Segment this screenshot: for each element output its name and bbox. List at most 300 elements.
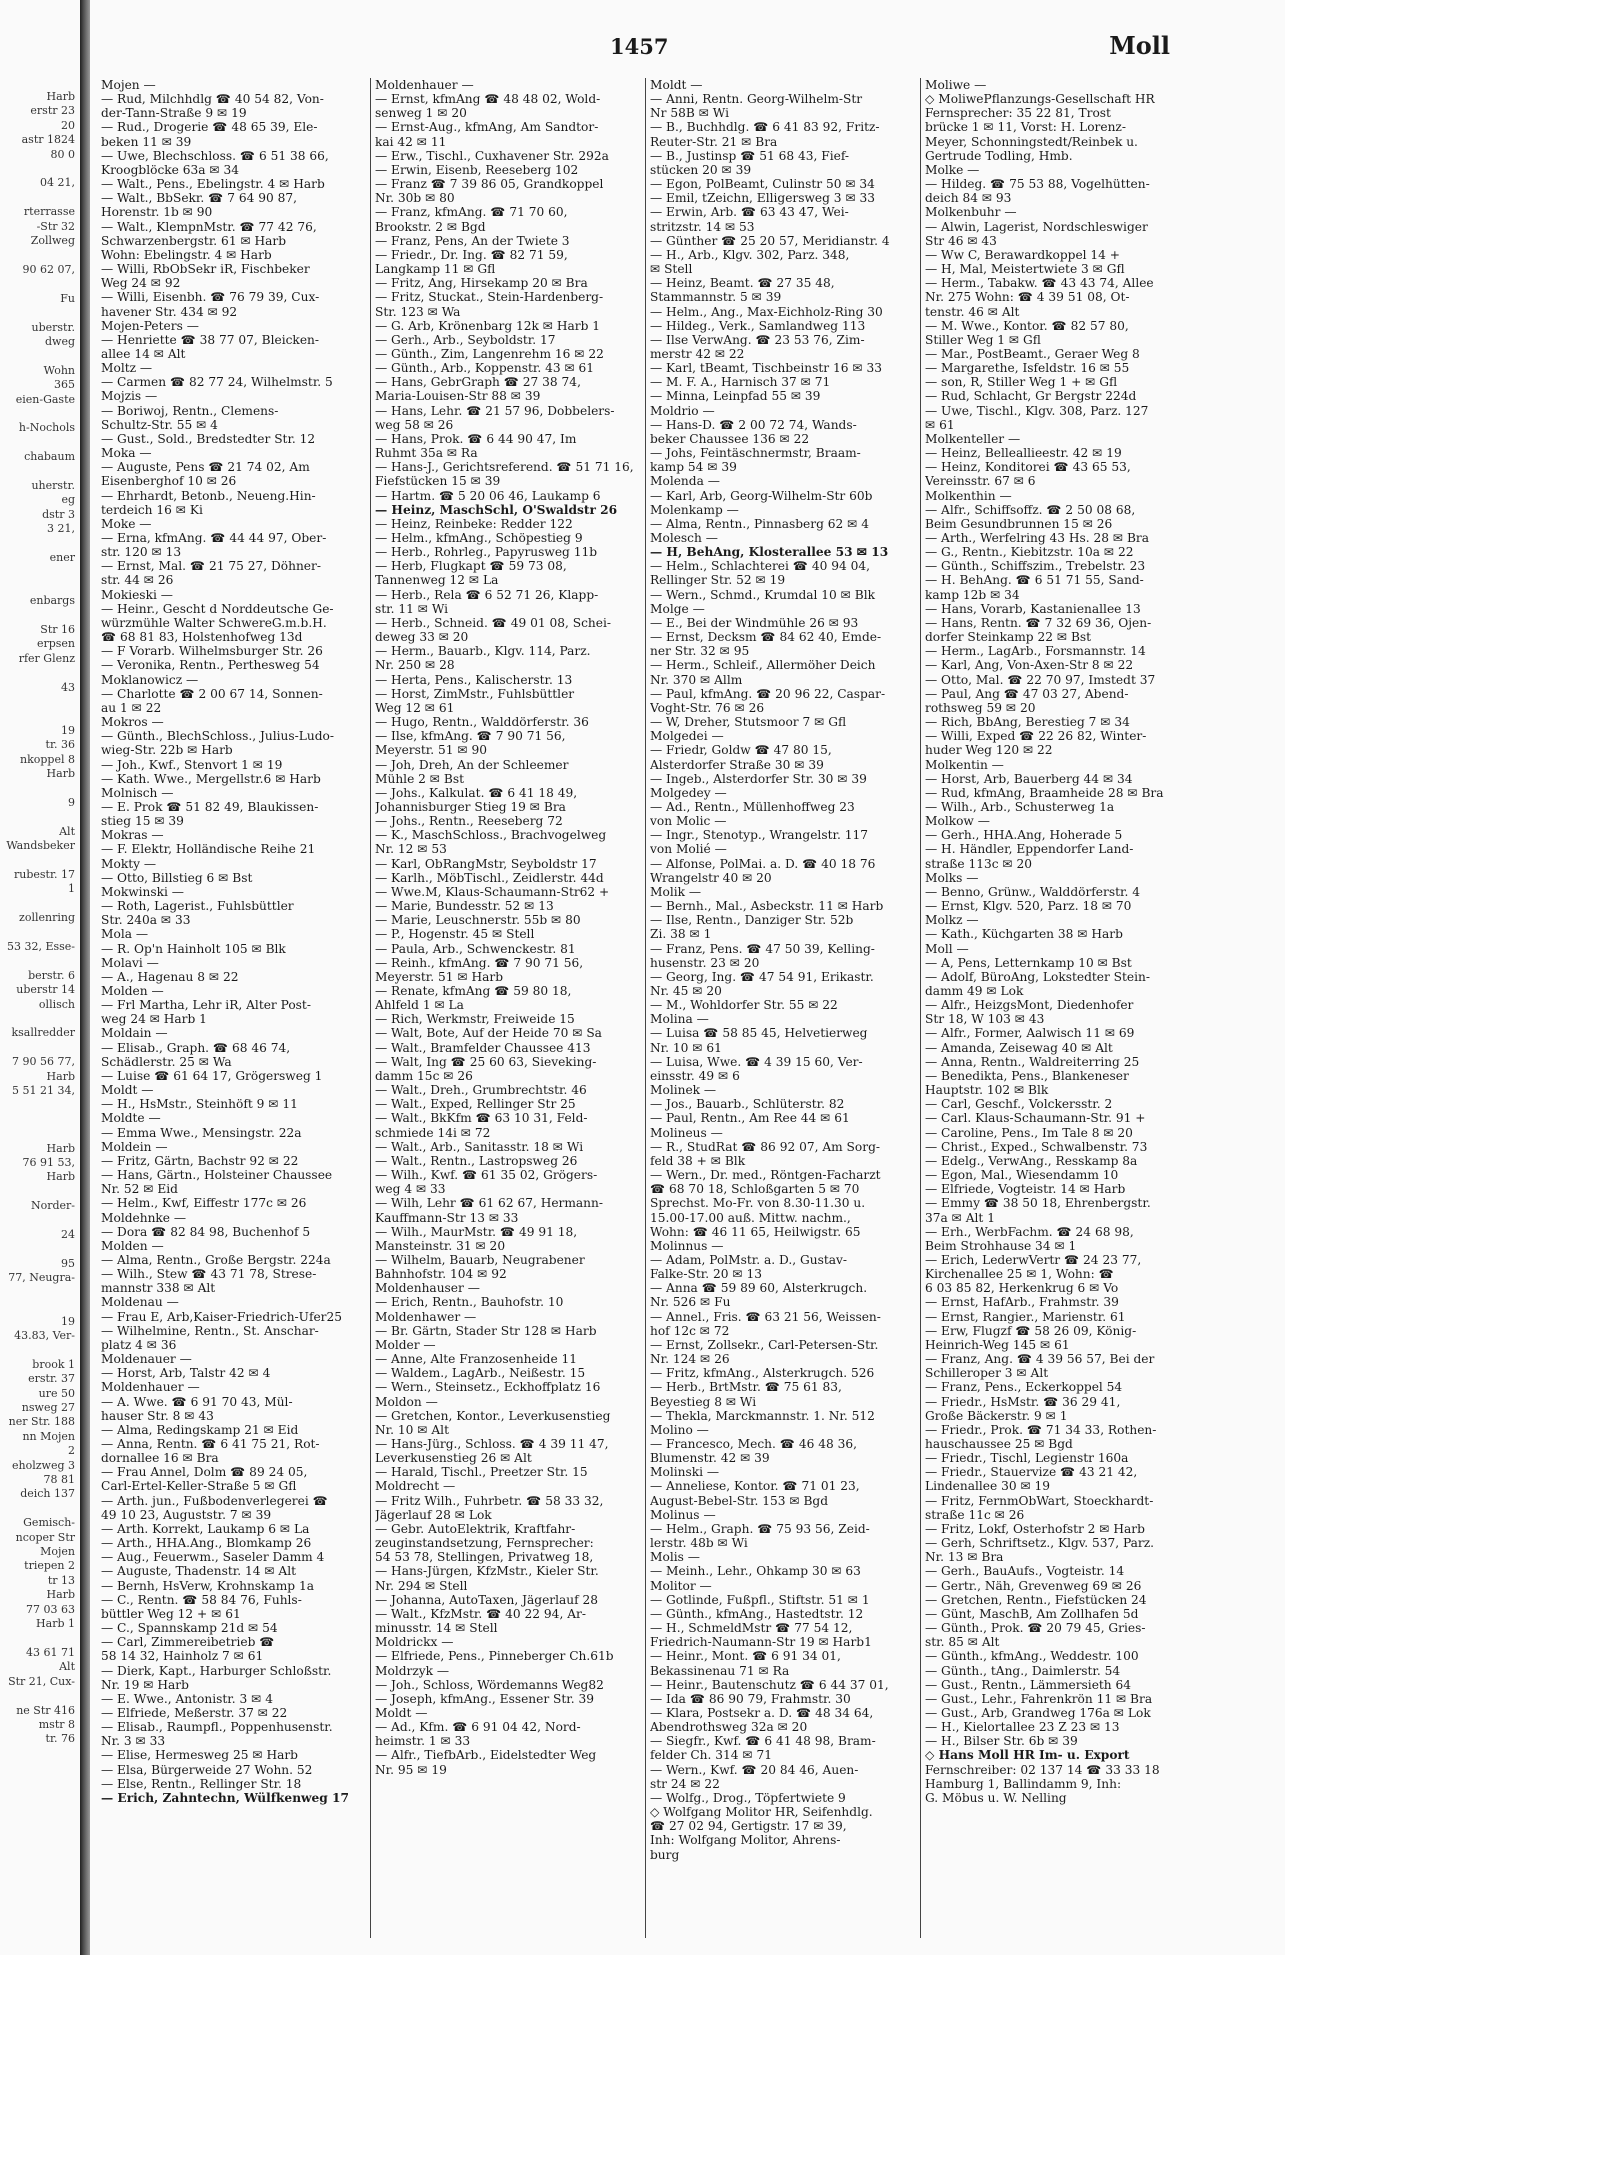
directory-line: deich 84 ✉ 93 (925, 191, 1012, 206)
directory-line: — Egon, PolBeamt, Culinstr 50 ✉ 34 (650, 177, 875, 192)
directory-line: — Auguste, Pens ☎ 21 74 02, Am (101, 460, 310, 475)
directory-line: feld 38 + ✉ Blk (650, 1153, 746, 1168)
directory-line: — H., SchmeldMstr ☎ 77 54 12, (650, 1621, 853, 1636)
fragment-line: deich 137 (20, 1487, 75, 1501)
directory-line: — Gretchen, Kontor., Leverkusenstieg (375, 1408, 611, 1423)
fragment-line: eholzweg 3 (12, 1458, 75, 1472)
directory-column-1 (101, 78, 371, 1938)
directory-line: Alsterdorfer Straße 30 ✉ 39 (650, 757, 824, 772)
directory-line: Moldenhawer — (375, 1309, 477, 1324)
directory-line: — M. Wwe., Kontor. ☎ 82 57 80, (925, 318, 1129, 333)
directory-line: Moldrickx — (375, 1635, 454, 1650)
fragment-line: 76 91 53, (22, 1156, 75, 1170)
fragment-line: Harb (46, 1588, 75, 1602)
fragment-line: 77 03 63 (26, 1602, 75, 1616)
directory-line: Schultz-Str. 55 ✉ 4 (101, 417, 218, 432)
directory-line: — Wilhelmine, Rentn., St. Anschar- (101, 1323, 319, 1338)
fragment-line: nkoppel 8 (20, 752, 75, 766)
directory-line: — Hans, Rentn. ☎ 7 32 69 36, Ojen- (925, 615, 1152, 630)
fragment-line: ksallredder (11, 1026, 75, 1040)
directory-line: — Willi, Eisenbh. ☎ 76 79 39, Cux- (101, 290, 320, 305)
directory-line: Molke — (925, 162, 980, 177)
directory-line: — Karlh., MöbTischl., Zeidlerstr. 44d (375, 870, 604, 885)
fragment-line: eien-Gaste (15, 392, 75, 406)
directory-line: 58 14 32, Hainholz 7 ✉ 61 (101, 1649, 264, 1664)
directory-line: — Friedr, Goldw ☎ 47 80 15, (650, 743, 832, 758)
directory-line: Heinrich-Weg 145 ✉ 61 (925, 1337, 1070, 1352)
fragment-line: rubestr. 17 (14, 867, 75, 881)
directory-line: — B., Justinsp ☎ 51 68 43, Fief- (650, 148, 850, 163)
directory-line: — Gebr. AutoElektrik, Kraftfahr- (375, 1521, 576, 1536)
fragment-line (0, 695, 78, 709)
directory-line: — Francesco, Mech. ☎ 46 48 36, (650, 1437, 857, 1451)
directory-line: — Minna, Leinpfad 55 ✉ 39 (650, 389, 821, 404)
directory-line: Kirchenallee 25 ✉ 1, Wohn: ☎ (925, 1267, 1114, 1282)
fragment-line: astr 1824 (21, 133, 75, 147)
directory-line: — Erich, Zahntechn, Wülfkenweg 17 (101, 1790, 350, 1805)
directory-line: — Walt., KfzMstr. ☎ 40 22 94, Ar- (375, 1606, 586, 1621)
directory-line: Schilleroper 3 ✉ Alt (925, 1366, 1049, 1381)
fragment-line (0, 349, 78, 363)
directory-line: August-Bebel-Str. 153 ✉ Bgd (650, 1493, 829, 1508)
directory-line: — Paula, Arb., Schwenckestr. 81 (375, 941, 576, 956)
directory-line: — Carl, Zimmereibetrieb ☎ (101, 1635, 275, 1650)
directory-line: Molenkamp — (650, 502, 739, 517)
fragment-line (0, 1243, 78, 1257)
directory-line: Nr. 45 ✉ 20 (650, 984, 722, 998)
directory-line: — Walt., BkKfm ☎ 63 10 31, Feld- (375, 1111, 588, 1126)
fragment-line: uberstr 14 (16, 983, 75, 997)
directory-line: — Herb., Rohrleg., Papyrusweg 11b (375, 545, 598, 560)
directory-line: minusstr. 14 ✉ Stell (375, 1621, 498, 1636)
directory-line: Nr 58B ✉ Wi (650, 106, 729, 121)
directory-line: — Alfr., Former, Aalwisch 11 ✉ 69 (925, 1026, 1135, 1041)
directory-line: — Willi, Exped ☎ 22 26 82, Winter- (925, 729, 1147, 744)
previous-page-fragment (0, 0, 78, 1955)
fragment-line: zollenring (19, 911, 75, 925)
fragment-line (0, 277, 78, 291)
directory-line: straße 113c ✉ 20 (925, 856, 1033, 871)
directory-line: — Luisa ☎ 58 85 45, Helvetierweg (650, 1026, 868, 1041)
directory-line: — A., Hagenau 8 ✉ 22 (101, 969, 239, 984)
directory-line: Stammannstr. 5 ✉ 39 (650, 290, 782, 305)
directory-line: — Alfonse, PolMai. a. D. ☎ 40 18 76 (650, 856, 876, 871)
directory-line: — Ernst-Aug., kfmAng, Am Sandtor- (375, 120, 599, 135)
directory-line: Nr. 13 ✉ Bra (925, 1550, 1004, 1565)
directory-line: — Aug., Feuerwm., Saseler Damm 4 (101, 1550, 325, 1565)
directory-line: — Herb, Flugkapt ☎ 59 73 08, (375, 559, 567, 574)
fragment-line: uherstr. (31, 478, 75, 492)
directory-line: ◇ MoliwePflanzungs-Gesellschaft HR (925, 92, 1155, 107)
directory-line: von Molié — (650, 842, 727, 857)
fragment-line (0, 666, 78, 680)
directory-line: — Renate, kfmAng ☎ 59 80 18, (375, 984, 572, 998)
fragment-line (0, 926, 78, 940)
directory-line: — Uwe, Tischl., Klgv. 308, Parz. 127 (925, 403, 1149, 418)
directory-line: — Bernh, HsVerw, Krohnskamp 1a (101, 1578, 314, 1593)
directory-line: — E. Wwe., Antonistr. 3 ✉ 4 (101, 1691, 273, 1706)
fragment-line (0, 1343, 78, 1357)
fragment-line: Harb (46, 1069, 75, 1083)
directory-line: — Boriwoj, Rentn., Clemens- (101, 403, 279, 418)
directory-line: huder Weg 120 ✉ 22 (925, 743, 1053, 758)
directory-line: — E. Prok ☎ 51 82 49, Blaukissen- (101, 799, 319, 814)
fragment-line (0, 407, 78, 421)
directory-line: Mokros — (101, 715, 164, 730)
directory-line: — Hans-D. ☎ 2 00 72 74, Wands- (650, 417, 857, 432)
directory-line: Moldain — (101, 1026, 168, 1041)
directory-line: — Johs., Kalkulat. ☎ 6 41 18 49, (375, 785, 578, 800)
directory-line: zeuginstandsetzung, Fernsprecher: (375, 1536, 594, 1551)
directory-line: — Erh., WerbFachm. ☎ 24 68 98, (925, 1224, 1134, 1239)
directory-line: — Ernst, Mal. ☎ 21 75 27, Döhner- (101, 559, 321, 574)
directory-line: — Arth., Werfelring 43 Hs. 28 ✉ Bra (925, 531, 1150, 545)
directory-line: — Veronika, Rentn., Perthesweg 54 (101, 658, 320, 673)
directory-line: — R. Op'n Hainholt 105 ✉ Blk (101, 941, 286, 956)
page-number: 1457 (610, 34, 669, 59)
directory-line: — Günth., kfmAng., Weddestr. 100 (925, 1649, 1139, 1664)
directory-line: — Amanda, Zeisewag 40 ✉ Alt (925, 1040, 1113, 1055)
directory-line: Moldenhauer — (375, 78, 474, 92)
directory-line: Meyer, Schonningstedt/Reinbek u. (925, 134, 1138, 149)
directory-line: — Hans, Prok. ☎ 6 44 90 47, Im (375, 431, 577, 446)
fragment-line: ncoper Str (15, 1530, 75, 1544)
directory-line: Moldt — (101, 1083, 154, 1098)
fragment-line: tr. 76 (45, 1732, 75, 1746)
directory-line: — Helm., Schlachterei ☎ 40 94 04, (650, 559, 870, 574)
fragment-line: tr 13 (47, 1573, 75, 1587)
directory-line: Moka — (101, 446, 152, 461)
directory-line: — Helm., Ang., Max-Eichholz-Ring 30 (650, 304, 883, 319)
directory-line: Molkow — (925, 814, 990, 829)
directory-line: Molinnus — (650, 1238, 724, 1253)
fragment-line (0, 609, 78, 623)
directory-line: — Wern., Schmd., Krumdal 10 ✉ Blk (650, 587, 875, 602)
directory-line: — Karl, Ang, Von-Axen-Str 8 ✉ 22 (925, 658, 1134, 673)
directory-line: — Herm., Bauarb., Klgv. 114, Parz. (375, 644, 591, 659)
directory-line: — Paul, Rentn., Am Ree 44 ✉ 61 (650, 1111, 850, 1126)
directory-line: Moldein — (101, 1139, 168, 1154)
fragment-line: tr. 36 (45, 738, 75, 752)
directory-line: — C., Rentn. ☎ 58 84 76, Fuhls- (101, 1592, 302, 1607)
directory-line: — Erw, Flugzf ☎ 58 26 09, König- (925, 1323, 1137, 1338)
directory-line: — Emil, tZeichn, Elligersweg 3 ✉ 33 (650, 191, 876, 206)
directory-line: havener Str. 434 ✉ 92 (101, 304, 238, 319)
fragment-line (0, 191, 78, 205)
fragment-line: 19 (61, 1314, 75, 1328)
directory-line: — Thekla, Marckmannstr. 1. Nr. 512 (650, 1408, 875, 1423)
directory-line: beken 11 ✉ 39 (101, 134, 192, 149)
directory-line: — Heinz, Reinbeke: Redder 122 (375, 516, 573, 531)
directory-line: — Friedr., Prok. ☎ 71 34 33, Rothen- (925, 1422, 1157, 1437)
directory-line: — H., Arb., Klgv. 302, Parz. 348, (650, 247, 850, 262)
directory-line: — Anna ☎ 59 89 60, Alsterkrugch. (650, 1281, 868, 1296)
directory-line: — Fritz Wilh., Fuhrbetr. ☎ 58 33 32, (375, 1493, 604, 1508)
fragment-line: Mojen (40, 1545, 75, 1559)
directory-line: — Alma, Redingskamp 21 ✉ Eid (101, 1422, 299, 1437)
directory-line: — Wilh., Stew ☎ 43 71 78, Strese- (101, 1267, 317, 1282)
directory-line: hof 12c ✉ 72 (650, 1323, 730, 1338)
directory-line: damm 15c ✉ 26 (375, 1068, 473, 1083)
directory-line: Molkentin — (925, 757, 1004, 772)
directory-line: — Frau E, Arb,Kaiser-Friedrich-Ufer25 (101, 1309, 343, 1324)
directory-line: heimstr. 1 ✉ 33 (375, 1734, 471, 1749)
directory-line: Hamburg 1, Ballindamm 9, Inh: (925, 1776, 1122, 1791)
directory-line: str 24 ✉ 22 (650, 1776, 720, 1791)
fragment-line: ollisch (38, 997, 75, 1011)
fragment-line (0, 1127, 78, 1141)
fragment-line (0, 810, 78, 824)
directory-line: 37a ✉ Alt 1 (925, 1210, 995, 1225)
directory-line: ☎ 27 02 94, Gertigstr. 17 ✉ 39, (650, 1819, 847, 1834)
directory-line: — Anneliese, Kontor. ☎ 71 01 23, (650, 1479, 860, 1494)
directory-line: str. 44 ✉ 26 (101, 573, 174, 588)
directory-line: dornallee 16 ✉ Bra (101, 1451, 219, 1466)
directory-line: — Willi, RbObSekr iR, Fischbeker (101, 262, 310, 277)
directory-line: ◇ Wolfgang Molitor HR, Seifenhdlg. (650, 1805, 873, 1820)
directory-line: — Ww C, Berawardkoppel 14 + (925, 247, 1121, 262)
directory-column-4 (925, 78, 1195, 1938)
fragment-line: Alt (59, 1660, 75, 1674)
directory-line: — W, Dreher, Stutsmoor 7 ✉ Gfl (650, 715, 847, 730)
directory-line: — Uwe, Blechschloss. ☎ 6 51 38 66, (101, 148, 329, 163)
directory-line: — Horst, Arb, Talstr 42 ✉ 4 (101, 1366, 271, 1381)
directory-line: ✉ Stell (650, 262, 693, 277)
directory-line: — Walt, Ing ☎ 25 60 63, Sieveking- (375, 1054, 597, 1069)
directory-line: — Carl, Geschf., Volckersstr. 2 (925, 1097, 1113, 1112)
directory-line: — Henriette ☎ 38 77 07, Bleicken- (101, 332, 320, 347)
fragment-line (0, 436, 78, 450)
directory-line: — F Vorarb. Wilhelmsburger Str. 26 (101, 644, 323, 659)
directory-line: — Carmen ☎ 82 77 24, Wilhelmstr. 5 (101, 375, 333, 390)
directory-line: — Heinz, Konditorei ☎ 43 65 53, (925, 460, 1131, 475)
directory-line: Molkenteller — (925, 431, 1021, 446)
directory-line: — Ilse, Rentn., Danziger Str. 52b (650, 913, 854, 928)
directory-line: — Dora ☎ 82 84 98, Buchenhof 5 (101, 1224, 311, 1239)
fragment-line: Harb (46, 1141, 75, 1155)
directory-line: — Anna, Rentn. ☎ 6 41 75 21, Rot- (101, 1437, 320, 1451)
directory-line: — Wilh., MaurMstr. ☎ 49 91 18, (375, 1224, 578, 1239)
directory-line: Moldrzyk — (375, 1663, 450, 1678)
directory-line: 15.00-17.00 auß. Mittw. nachm., (650, 1210, 851, 1225)
directory-line: — Dierk, Kapt., Harburger Schloßstr. (101, 1663, 332, 1678)
directory-line: — Bernh., Mal., Asbeckstr. 11 ✉ Harb (650, 899, 884, 914)
fragment-line (0, 1286, 78, 1300)
directory-line: — H, Mal, Meistertwiete 3 ✉ Gfl (925, 262, 1125, 277)
directory-line: str. 120 ✉ 13 (101, 545, 182, 560)
directory-line: burg (650, 1847, 680, 1862)
directory-line: Mansteinstr. 31 ✉ 20 (375, 1238, 506, 1253)
directory-line: — Heinz, MaschSchl, O'Swaldstr 26 (375, 502, 618, 517)
directory-line: — Günther ☎ 25 20 57, Meridianstr. 4 (650, 233, 890, 248)
directory-line: — Franz, Pens, An der Twiete 3 (375, 233, 570, 248)
directory-line: — Edelg., VerwAng., Resskamp 8a (925, 1153, 1138, 1168)
directory-line: — Wilh., Kwf. ☎ 61 35 02, Grögers- (375, 1168, 598, 1183)
directory-line: damm 49 ✉ Lok (925, 984, 1024, 998)
directory-line: Mola — (101, 927, 149, 942)
directory-line: — P., Hogenstr. 45 ✉ Stell (375, 927, 535, 942)
directory-line: tenstr. 46 ✉ Alt (925, 304, 1020, 319)
directory-line: von Molic — (650, 814, 727, 829)
directory-line: — Karl, ObRangMstr, Seyboldstr 17 (375, 856, 597, 871)
directory-line: — Hans-Jürgen, KfzMstr., Kieler Str. (375, 1564, 599, 1579)
directory-line: — Klara, Postsekr a. D. ☎ 48 34 64, (650, 1705, 874, 1720)
fragment-line: Zollweg (30, 234, 75, 248)
directory-line: — Erwin, Arb. ☎ 63 43 47, Wei- (650, 205, 849, 220)
fragment-line: eg (61, 493, 75, 507)
fragment-line: brook 1 (32, 1357, 75, 1371)
directory-line: — Hans, Lehr. ☎ 21 57 96, Dobbelers- (375, 403, 615, 418)
directory-line: Nr. 19 ✉ Harb (101, 1677, 189, 1692)
directory-line: ◇ Hans Moll HR Im- u. Export (925, 1748, 1130, 1763)
fragment-line: 3 21, (47, 522, 75, 536)
directory-line: — Walt., Pens., Ebelingstr. 4 ✉ Harb (101, 177, 325, 192)
directory-line: — Joh., Kwf., Stenvort 1 ✉ 19 (101, 757, 283, 772)
directory-line: — Paul, kfmAng. ☎ 20 96 22, Caspar- (650, 686, 886, 701)
fragment-line: uberstr. (31, 320, 75, 334)
directory-line: Moldenauer — (101, 1352, 192, 1367)
directory-line: 6 03 85 82, Herkenkrug 6 ✉ Vo (925, 1281, 1119, 1296)
fragment-line: Harb (46, 1170, 75, 1184)
directory-line: Ruhmt 35a ✉ Ra (375, 446, 478, 461)
directory-column-3 (650, 78, 920, 1938)
column-divider (370, 78, 371, 1938)
fragment-line: 90 62 07, (22, 262, 75, 276)
fragment-line (0, 1185, 78, 1199)
directory-line: Beim Gesundbrunnen 15 ✉ 26 (925, 516, 1113, 531)
directory-line: Bahnhofstr. 104 ✉ 92 (375, 1267, 507, 1282)
directory-line: husenstr. 23 ✉ 20 (650, 955, 760, 970)
directory-line: rothsweg 59 ✉ 20 (925, 700, 1036, 715)
directory-line: — Herb., Schneid. ☎ 49 01 08, Schei- (375, 615, 612, 630)
directory-line: Molina — (650, 1012, 709, 1027)
directory-line: Rellinger Str. 52 ✉ 19 (650, 573, 786, 588)
directory-line: — Alfr., Schiffsoffz. ☎ 2 50 08 68, (925, 502, 1136, 517)
directory-line: — Kath., Küchgarten 38 ✉ Harb (925, 927, 1123, 942)
directory-line: — H. Händler, Eppendorfer Land- (925, 842, 1134, 857)
directory-line: Meyerstr. 51 ✉ 90 (375, 743, 487, 758)
directory-line: — Franz, Ang. ☎ 4 39 56 57, Bei der (925, 1352, 1155, 1367)
directory-line: — Friedr., Tischl, Legienstr 160a (925, 1451, 1129, 1466)
fragment-line (0, 1041, 78, 1055)
directory-line: einsstr. 49 ✉ 6 (650, 1068, 740, 1083)
fragment-line: Fu (60, 291, 75, 305)
directory-line: — Friedr., Stauervize ☎ 43 21 42, (925, 1465, 1138, 1480)
directory-line: — Anne, Alte Franzosenheide 11 (375, 1352, 578, 1367)
directory-line: — Rich, Werkmstr, Freiweide 15 (375, 1012, 575, 1027)
directory-line: — Benno, Grünw., Walddörferstr. 4 (925, 884, 1140, 899)
fragment-line: Alt (59, 824, 75, 838)
directory-line: Johannisburger Stieg 19 ✉ Bra (375, 799, 566, 814)
directory-line: — Anna, Rentn., Waldreiterring 25 (925, 1054, 1140, 1069)
directory-line: — Rud, Schlacht, Gr Bergstr 224d (925, 389, 1137, 404)
fragment-line: ne Str 416 (16, 1703, 75, 1717)
directory-line: — Karl, tBeamt, Tischbeinstr 16 ✉ 33 (650, 361, 882, 376)
directory-line: — Gust., Rentn., Lämmersieth 64 (925, 1677, 1132, 1692)
directory-line: — Friedr., HsMstr. ☎ 36 29 41, (925, 1394, 1121, 1409)
directory-line: — Ad., Rentn., Müllenhoffweg 23 (650, 799, 855, 814)
directory-line: deweg 33 ✉ 20 (375, 630, 469, 645)
directory-line: — Hans-Jürg., Schloss. ☎ 4 39 11 47, (375, 1437, 609, 1451)
fragment-line: erstr. 37 (28, 1372, 75, 1386)
directory-line: Friedrich-Naumann-Str 19 ✉ Harb1 (650, 1635, 872, 1650)
directory-line: — Auguste, Thadenstr. 14 ✉ Alt (101, 1564, 297, 1579)
directory-line: — Heinz, Belleallieestr. 42 ✉ 19 (925, 446, 1122, 461)
directory-line: allee 14 ✉ Alt (101, 346, 186, 361)
directory-line: — Reinh., kfmAng. ☎ 7 90 71 56, (375, 955, 584, 970)
directory-line: Mühle 2 ✉ Bst (375, 771, 464, 786)
directory-line: stritzstr. 14 ✉ 53 (650, 219, 755, 234)
directory-line: Voght-Str. 76 ✉ 26 (650, 700, 765, 715)
directory-line: Molkenthin — (925, 488, 1012, 503)
directory-line: wieg-Str. 22b ✉ Harb (101, 743, 233, 758)
directory-line: — Walt., Arb., Sanitasstr. 18 ✉ Wi (375, 1139, 584, 1154)
directory-line: Nr. 12 ✉ 53 (375, 842, 447, 857)
directory-line: — Else, Rentn., Rellinger Str. 18 (101, 1776, 302, 1791)
directory-line: — Marie, Leuschnerstr. 55b ✉ 80 (375, 913, 581, 928)
directory-line: — Gerh., Arb., Seyboldstr. 17 (375, 332, 556, 347)
fragment-line (0, 537, 78, 551)
directory-line: stieg 15 ✉ 39 (101, 814, 184, 829)
fragment-line: Str 16 (40, 623, 75, 637)
directory-line: — Gust., Sold., Bredstedter Str. 12 (101, 431, 316, 446)
directory-line: lerstr. 48b ✉ Wi (650, 1536, 748, 1551)
fragment-line: mstr 8 (38, 1717, 75, 1731)
directory-line: — Günth., Schiffszim., Trebelstr. 23 (925, 559, 1146, 574)
directory-line: Nr. 294 ✉ Stell (375, 1578, 468, 1593)
fragment-line: 1 (68, 882, 75, 896)
fragment-line: Harb (46, 90, 75, 103)
directory-line: Str. 123 ✉ Wa (375, 304, 461, 319)
directory-line: — Emmy ☎ 38 50 18, Ehrenbergstr. (925, 1196, 1151, 1211)
directory-line: Molinus — (650, 1507, 716, 1522)
fragment-line (0, 1214, 78, 1228)
directory-line: straße 11c ✉ 26 (925, 1507, 1025, 1522)
directory-line: — Herm., Tabakw. ☎ 43 43 74, Allee (925, 276, 1154, 291)
directory-line: Hauptstr. 102 ✉ Blk (925, 1083, 1049, 1098)
fragment-line: rfer Glenz (18, 651, 75, 665)
directory-line: Wrangelstr 40 ✉ 20 (650, 870, 772, 885)
fragment-line (0, 162, 78, 176)
directory-line: — Erich, LederwVertr ☎ 24 23 77, (925, 1252, 1142, 1267)
directory-line: Kroogblöcke 63a ✉ 34 (101, 162, 239, 177)
directory-line: — son, R, Stiller Weg 1 + ✉ Gfl (925, 375, 1118, 390)
directory-line: 49 10 23, Auguststr. 7 ✉ 39 (101, 1507, 272, 1522)
directory-line: — Wolfg., Drog., Töpfertwiete 9 (650, 1790, 846, 1805)
fragment-line: Harb 1 (36, 1617, 75, 1631)
column-divider (645, 78, 646, 1938)
directory-line: — Ilse VerwAng. ☎ 23 53 76, Zim- (650, 332, 865, 347)
directory-line: — Walt., Dreh., Grumbrechtstr. 46 (375, 1083, 587, 1098)
directory-line: Moldenhauer — (101, 1380, 200, 1395)
directory-line: — Erna, kfmAng. ☎ 44 44 97, Ober- (101, 531, 327, 545)
directory-line: mannstr 338 ✉ Alt (101, 1281, 216, 1296)
directory-line: — M., Wohldorfer Str. 55 ✉ 22 (650, 998, 838, 1013)
directory-line: Moldenau — (101, 1295, 179, 1310)
directory-line: Molder — (375, 1337, 436, 1352)
directory-line: — Jos., Bauarb., Schlüterstr. 82 (650, 1097, 845, 1112)
directory-line: Moltz — (101, 361, 153, 376)
directory-line: — Gotlinde, Fußpfl., Stiftstr. 51 ✉ 1 (650, 1592, 870, 1607)
directory-line: — Luisa, Wwe. ☎ 4 39 15 60, Ver- (650, 1054, 863, 1069)
directory-line: Molesch — (650, 531, 718, 545)
book-spine-shadow (80, 0, 90, 1955)
fragment-line: rterrasse (23, 205, 75, 219)
directory-line: ✉ 61 (925, 417, 955, 432)
directory-line: — Christ., Exped., Schwalbenstr. 73 (925, 1139, 1148, 1154)
directory-line: — Wilh., Arb., Schusterweg 1a (925, 799, 1115, 814)
directory-line: — Arth. Korrekt, Laukamp 6 ✉ La (101, 1521, 310, 1536)
